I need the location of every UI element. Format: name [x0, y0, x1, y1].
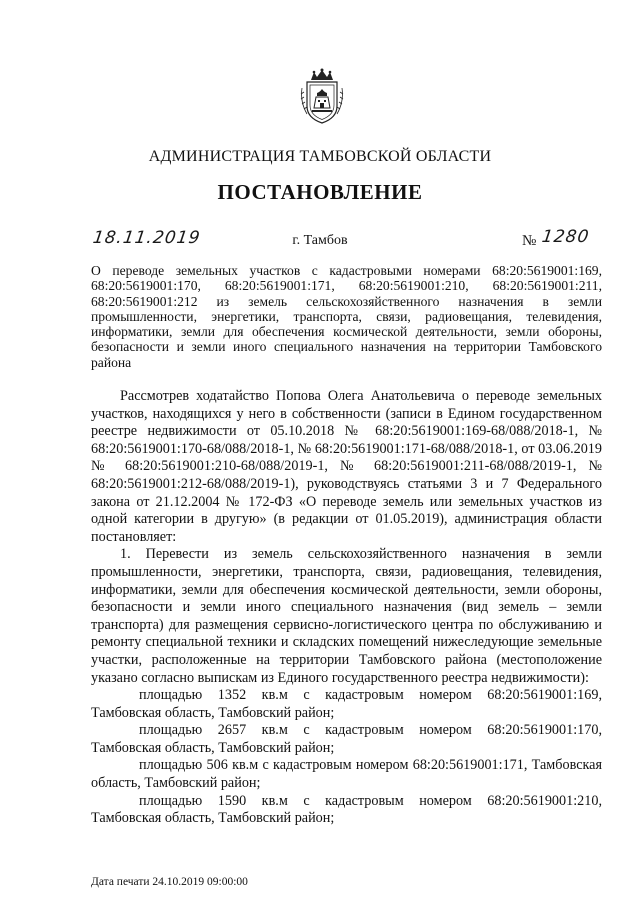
plot-item: площадью 1352 кв.м с кадастровым номером 68:20:5619001:169, Тамбовская область, Тамбовский район;: [91, 687, 602, 721]
coat-of-arms-emblem: [299, 68, 345, 126]
plot-item: площадью 506 кв.м с кадастровым номером 68:20:5619001:171, Тамбовская область, Тамбовский район;: [91, 757, 602, 792]
plot-item: площадью 1590 кв.м с кадастровым номером 68:20:5619001:210, Тамбовская область, Тамбовский район;: [91, 792, 602, 827]
plot-item: площадью 2657 кв.м с кадастровым номером 68:20:5619001:170, Тамбовская область, Тамбовский район;: [91, 722, 602, 756]
organization-name: АДМИНИСТРАЦИЯ ТАМБОВСКОЙ ОБЛАСТИ: [148, 148, 492, 165]
print-date-footer: Дата печати 24.10.2019 09:00:00: [91, 876, 248, 888]
preamble-paragraph: Рассмотрев ходатайство Попова Олега Анатольевича о переводе земельных участков, находящихся у него в собственности (записи в Едином государственном реестре недвижимости от 05.10.2018 № 68:20:5619001:169-68/088/2018-1, № 68:20:5619001:170-68/088/2018-1, № 68:20:5619001:171-68/088/2018-1, от 03.06.2019 № 68:20:5619001:210-68/088/2019-1, № 68:20:5619001:211-68/088/2019-1, № 68:20:5619001:212-68/088/2019-1), руководствуясь статьями 3 и 7 Федерального закона от 21.12.2004 № 172-ФЗ «О переводе земель или земельных участков из одной категории в другую» (в редакции от 01.05.2019), администрация области постановляет:: [91, 388, 602, 545]
document-title: О переводе земельных участков с кадастровыми номерами 68:20:5619001:169, 68:20:5619001:170, 68:20:5619001:171, 68:20:5619001:210, 68:20:5619001:211, 68:20:5619001:212 из земель сельскохозяйственного назначения в земли промышленности, энергетики, транспорта, связи, радиовещания, телевидения, информатики, земли для обеспечения космической деятельности, земли обороны, безопасности и земли иного специального назначения на территории Тамбовского района: [91, 263, 602, 370]
document-body: [91, 388, 602, 828]
document-type-heading: ПОСТАНОВЛЕНИЕ: [217, 180, 423, 204]
item-1-paragraph: 1. Перевести из земель сельскохозяйственного назначения в земли промышленности, энергетики, транспорта, связи, радиовещания, телевидения, информатики, земли для обеспечения космической деятельности, земли обороны, безопасности и земли иного специального назначения (вид земель – земли транспорта) для размещения сервисно-логистического центра по обслуживанию и ремонту специальной техники и складских помещений нижеследующие земельные участки, расположенные на территории Тамбовского района (местоположение указано согласно выпискам из Единого государственного реестра недвижимости):: [91, 546, 602, 686]
handwritten-number: 1280: [540, 227, 591, 247]
handwritten-date: 18.11.2019: [91, 228, 202, 248]
city-label: г. Тамбов: [292, 233, 348, 248]
number-label: №: [522, 233, 537, 249]
